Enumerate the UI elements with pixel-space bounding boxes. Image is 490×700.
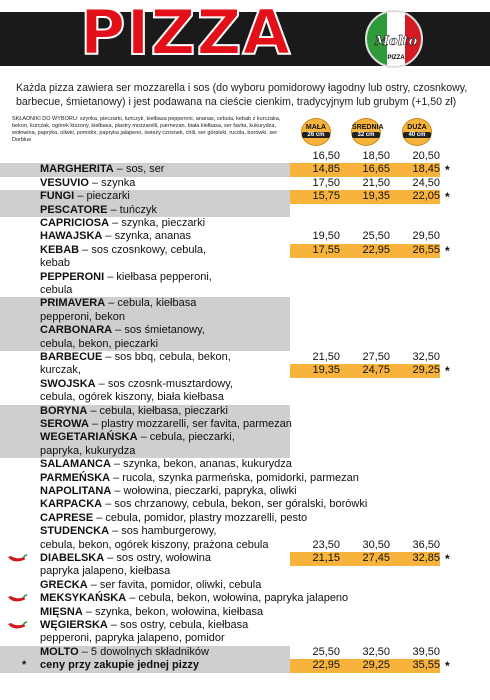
size-small-cm: 26 cm: [302, 132, 330, 138]
logo-sub: PIZZA: [387, 55, 405, 61]
menu-line: [40, 418, 292, 431]
discount-star: *: [445, 659, 450, 674]
menu-line: [40, 351, 231, 364]
pizza-ingredients: – szynka: [88, 176, 136, 189]
price-large: 32,50: [412, 351, 440, 363]
price-medium: 30,50: [362, 538, 390, 551]
page-title: PIZZA: [80, 0, 292, 69]
pizza-name: CAPRESE: [40, 511, 94, 524]
pizza-name: CARBONARA: [40, 324, 113, 337]
pizza-ingredients: – sos bbq, cebula, bekon,: [102, 351, 231, 363]
pizza-ingredients: cebula, bekon, ogórek kiszony, prażona cebula: [40, 538, 269, 551]
pizza-ingredients: pepperoni, bekon: [40, 310, 126, 323]
size-medium-label: ŚREDNIA: [352, 124, 384, 131]
discount-star: *: [445, 243, 450, 258]
menu-line: [40, 485, 297, 498]
size-medium-cm: 32 cm: [352, 132, 380, 138]
size-medium-badge: [351, 118, 384, 146]
price-medium: 25,50: [362, 230, 390, 243]
price-large: 36,50: [412, 538, 440, 551]
menu-line: [40, 472, 359, 485]
menu-line: [40, 431, 235, 444]
pizza-name: BORYNA: [40, 404, 88, 417]
menu-line: [40, 619, 248, 632]
menu-line: [40, 190, 130, 203]
menu-line: [40, 606, 263, 619]
pizza-ingredients: – szynka, bekon, ananas, kukurydza: [110, 458, 292, 471]
size-small-label: MAŁA: [305, 124, 327, 131]
logo-text: Molto: [374, 34, 418, 49]
pizza-name: FUNGI: [40, 190, 75, 203]
price-small: 23,50: [312, 538, 340, 551]
menu-line: [40, 525, 216, 538]
pizza-name: CAPRICIOSA: [40, 217, 110, 229]
menu-line: [40, 311, 125, 324]
menu-line: [40, 632, 225, 645]
pizza-name: VESUVIO: [40, 176, 89, 189]
pizza-ingredients: papryka jalapeno, kiełbasa: [40, 565, 171, 578]
price-small: 17,50: [312, 176, 340, 189]
menu-line: [40, 230, 191, 243]
price-small: 14,85: [312, 163, 340, 176]
pizza-name: KEBAB: [40, 243, 80, 256]
menu-line: [40, 338, 158, 351]
pizza-ingredients: – cebula, pomidor, plastry mozzarelli, pesto: [93, 511, 308, 524]
pizza-ingredients: – szynka, ananas: [102, 230, 192, 243]
menu-line: [40, 217, 205, 230]
price-medium: 16,65: [362, 163, 390, 176]
size-large-badge: [402, 118, 432, 146]
pizza-name: PRIMAVERA: [40, 297, 106, 310]
price-small: 17,55: [312, 243, 340, 256]
price-large: 22,05: [412, 190, 440, 203]
price-small: 19,35: [312, 364, 340, 377]
pizza-ingredients: – sos ostry, cebula, kiełbasa: [107, 619, 249, 631]
pizza-ingredients: kebab: [40, 257, 70, 270]
pizza-ingredients: – sos czosnk-musztardowy,: [95, 377, 233, 390]
price-large: 35,55: [412, 659, 440, 672]
pizza-name: KARPACKA: [40, 498, 103, 511]
menu-line: [40, 579, 261, 592]
discount-star: *: [445, 190, 450, 205]
price-large: 29,50: [412, 230, 440, 243]
pizza-name: WĘGIERSKA: [40, 619, 108, 631]
pizza-name: BARBECUE: [40, 351, 103, 363]
price-medium: 19,35: [362, 190, 390, 203]
chili-pepper-icon: [7, 621, 27, 631]
pizza-ingredients: cebula, ogórek kiszony, biała kiełbasa: [40, 391, 224, 404]
pizza-name: MIĘSNA: [40, 605, 83, 618]
pizza-ingredients: – 5 dowolnych składników: [78, 645, 209, 658]
pizza-name: MARGHERITA: [40, 163, 114, 176]
menu-line: [40, 177, 135, 190]
price-large: 32,85: [412, 552, 440, 564]
pizza-name: PARMEŃSKA: [40, 471, 111, 484]
pizza-name: DIABELSKA: [40, 552, 105, 564]
menu-line: [40, 163, 164, 176]
header: [0, 0, 490, 80]
pizza-ingredients: pepperoni, papryka jalapeno, pomidor: [40, 632, 225, 645]
price-medium: 22,95: [362, 243, 390, 256]
pizza-ingredients: – szynka, bekon, wołowina, kiełbasa: [82, 605, 264, 618]
menu-line: [40, 204, 157, 217]
pizza-name: SEROWA: [40, 418, 89, 430]
discount-star: *: [445, 163, 450, 178]
menu-line: [40, 512, 307, 525]
pizza-name: STUDENCKA: [40, 525, 110, 538]
discount-star: *: [445, 552, 450, 566]
price-large: 24,50: [412, 176, 440, 189]
price-small: 15,75: [312, 190, 340, 203]
menu-line: [40, 539, 269, 552]
pizza-name: PEPPERONI: [40, 270, 105, 283]
chili-pepper-icon: [7, 554, 27, 564]
price-small: 22,95: [312, 659, 340, 672]
price-small: 21,50: [312, 351, 340, 363]
pizza-name: NAPOLITANA: [40, 485, 112, 497]
pizza-ingredients: – sos czosnkowy, cebula,: [79, 243, 207, 256]
size-large-label: DUŻA: [407, 124, 427, 131]
menu-line: [40, 244, 206, 257]
price-large: 18,45: [412, 163, 440, 176]
pizza-ingredients: – sos hamburgerowy,: [109, 525, 217, 538]
pizza-name: ceny przy zakupie jednej pizzy: [40, 659, 199, 672]
pizza-ingredients: – sos śmietanowy,: [112, 324, 205, 337]
menu-line: [40, 458, 292, 471]
menu-line: [40, 271, 212, 284]
pizza-ingredients: – tuńczyk: [107, 203, 157, 216]
size-large-cm: 40 cm: [403, 132, 431, 138]
size-small-badge: [301, 118, 331, 146]
pizza-ingredients: – sos chrzanowy, cebula, bekon, ser góralski, borówki: [102, 498, 368, 511]
price-medium: 18,50: [362, 150, 390, 162]
pizza-ingredients: – sos ostry, wołowina: [104, 552, 211, 564]
pizza-name: SALAMANCA: [40, 458, 111, 471]
discount-star: *: [445, 364, 450, 379]
pizza-name: MOLTO: [40, 645, 79, 658]
price-small: 21,15: [312, 552, 340, 564]
pizza-name: PESCATORE: [40, 203, 108, 216]
pizza-name: SWOJSKA: [40, 377, 96, 390]
pizza-ingredients: – kiełbasa pepperoni,: [104, 270, 212, 283]
pizza-ingredients: – ser favita, pomidor, oliwki, cebula: [87, 578, 262, 591]
menu-line: [40, 257, 70, 270]
footer-star: *: [22, 659, 27, 672]
pizza-ingredients: – cebula, pieczarki,: [137, 431, 235, 444]
pizza-ingredients: – rucola, szynka parmeńska, pomidorki, parmezan: [110, 471, 359, 484]
pizza-ingredients: – pieczarki: [74, 190, 130, 203]
menu-line: [40, 391, 224, 404]
menu-line: [40, 324, 205, 337]
pizza-ingredients: – szynka, pieczarki: [109, 217, 206, 229]
pizza-name: GRECKA: [40, 578, 88, 591]
pizza-ingredients: – cebula, kiełbasa, pieczarki: [87, 404, 228, 417]
pizza-ingredients: – cebula, kiełbasa: [105, 297, 197, 310]
menu-line: [40, 364, 81, 377]
pizza-ingredients: – cebula, bekon, wołowina, papryka jalapeno: [126, 592, 349, 605]
pizza-name: WEGETARIAŃSKA: [40, 431, 138, 444]
pizza-ingredients: – wołowina, pieczarki, papryka, oliwki: [111, 485, 297, 497]
menu-line: [40, 498, 367, 511]
row-band: [0, 150, 290, 163]
price-small: 19,50: [312, 230, 340, 243]
price-medium: 21,50: [362, 176, 390, 189]
pizza-ingredients: – sos, ser: [113, 163, 165, 176]
pizza-ingredients: papryka, kukurydza: [40, 444, 136, 457]
price-large: 26,55: [412, 243, 440, 256]
price-large: 29,25: [412, 364, 440, 377]
menu-line: [40, 646, 209, 659]
pizza-name: MEKSYKAŃSKA: [40, 592, 127, 605]
price-large: 39,50: [412, 645, 440, 658]
molto-logo: [365, 10, 423, 68]
menu-line: [40, 405, 228, 418]
price-medium: 24,75: [362, 364, 390, 377]
menu-line: [40, 297, 196, 310]
pizza-ingredients: kurczak,: [40, 364, 81, 377]
pizza-ingredients: cebula: [40, 284, 73, 296]
price-medium: 27,50: [362, 351, 390, 363]
ingredients-list: SKŁADNIKI DO WYBORU: szynka, pieczarki, tuńczyk, kiełbasa pepperoni, ananas, cebula, kebab z kurczaka, bekon, kurczak, ogórek kiszony, kiełbasa, plastry mozzarelli, parmezan, biała kiełbasa, ser favita, kukurydza, wołowina, papryka, oliwki, pomidor, papryka jalapeno, świeży czosnek, chili, ser góralski, rucola, borówki, ser Dorblue: [12, 116, 281, 143]
pizza-ingredients: cebula, bekon, pieczarki: [40, 337, 159, 350]
intro-text: Każda pizza zawiera ser mozzarella i sos (do wyboru pomidorowy łagodny lub ostry, czosnkowy, barbecue, śmietanowy) i jest podawana na cieście cienkim, tradycyjnym lub grubym (+1,50 zł): [16, 82, 468, 108]
price-large: 20,50: [412, 150, 440, 162]
pizza-name: HAWAJSKA: [40, 230, 103, 243]
menu-line: [40, 445, 135, 458]
menu-line: [40, 378, 233, 391]
menu-line: [40, 592, 348, 605]
menu-line: [40, 284, 72, 297]
price-small: 25,50: [312, 645, 340, 658]
price-medium: 32,50: [362, 645, 390, 658]
price-medium: 29,25: [362, 659, 390, 672]
menu-line: [40, 659, 199, 672]
pizza-ingredients: – plastry mozzarelli, ser favita, parmezan: [88, 418, 292, 430]
menu-line: [40, 565, 170, 578]
price-medium: 27,45: [362, 552, 390, 564]
chili-pepper-icon: [7, 594, 27, 604]
menu-line: [40, 552, 211, 565]
price-small: 16,50: [312, 150, 340, 162]
